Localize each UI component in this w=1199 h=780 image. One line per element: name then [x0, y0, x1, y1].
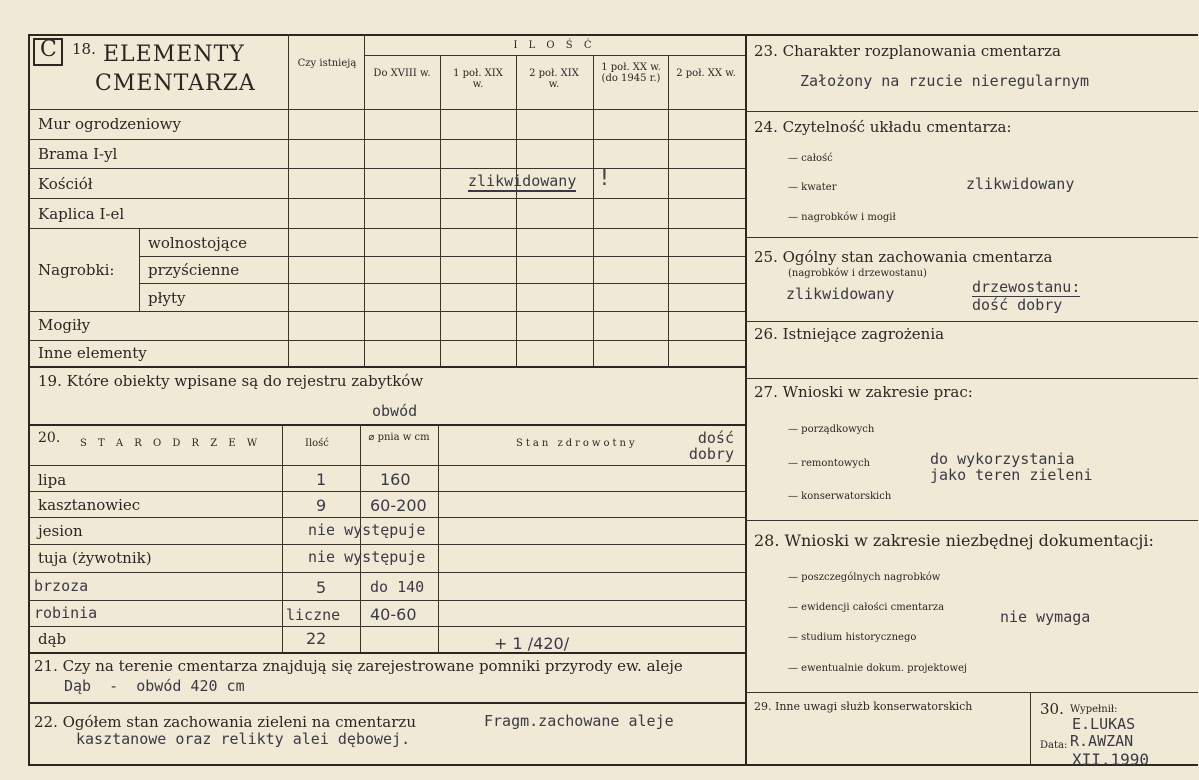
row-label: Kaplica I-el — [38, 205, 125, 223]
section-19-answer: obwód — [372, 402, 418, 420]
nagrobki-label: Nagrobki: — [38, 261, 115, 279]
section-30-date: XII.1990 — [1072, 750, 1150, 769]
section-25-answer-right-2: dość dobry — [972, 296, 1063, 314]
section-28-answer: nie wymaga — [1000, 608, 1091, 626]
section-20-number: 20. — [38, 430, 61, 446]
col-1pol-xix: 1 poł. XIX w. — [453, 68, 503, 90]
tree-name: brzoza — [34, 577, 89, 595]
section-27-question: 27. Wnioski w zakresie prac: — [754, 383, 973, 401]
col-2pol-xix: 2 poł. XIX w. — [529, 68, 579, 90]
tree-note: + 1 /420/ — [494, 634, 570, 653]
section-28-item: — ewentualnie dokum. projektowej — [788, 663, 968, 674]
section-24-item: — nagrobków i mogił — [788, 212, 896, 223]
section-24-item: — kwater — [788, 182, 837, 193]
section-25-answer-left: zlikwidowany — [786, 285, 895, 303]
tree-name: kasztanowiec — [38, 496, 141, 514]
section-28-item: — studium historycznego — [788, 632, 917, 643]
col-stan-zdrowotny: Stan zdrowotny — [516, 438, 638, 449]
tree-name: robinia — [34, 604, 98, 622]
tree-name: dąb — [38, 630, 67, 648]
row-label: Inne elementy — [38, 344, 147, 362]
section-24-question: 24. Czytelność układu cmentarza: — [754, 118, 1012, 136]
row-label: Kościół — [38, 175, 93, 193]
section-28-item: — ewidencji całości cmentarza — [788, 602, 945, 613]
section-22-answer-2: kasztanowe oraz relikty alei dębowej. — [76, 730, 411, 748]
tree-count: 9 — [316, 496, 327, 515]
tree-diam: do 140 — [370, 578, 425, 596]
section-27-item: — porządkowych — [788, 424, 875, 435]
row-label: Mur ogrodzeniowy — [38, 115, 181, 133]
nagrobki-sub: przyścienne — [148, 261, 240, 279]
section-27-item: — remontowych — [788, 458, 871, 469]
section-27-answer-2: jako teren zieleni — [930, 466, 1093, 484]
tree-count: 22 — [306, 629, 327, 648]
col-2pol-xx: 2 poł. XX w. — [676, 68, 736, 79]
section-22-answer-1: Fragm.zachowane aleje — [484, 712, 674, 730]
tree-merged: nie występuje — [308, 548, 426, 566]
section-18-title-line1: ELEMENTY — [103, 42, 245, 67]
section-21-question: 21. Czy na terenie cmentarza znajdują się zarejestrowane pomniki przyrody ew. aleje — [34, 657, 683, 675]
section-25-answer-right-1: drzewostanu: — [972, 278, 1081, 296]
section-28-question: 28. Wnioski w zakresie niezbędnej dokumentacji: — [754, 531, 1154, 550]
col-1pol-xx: 1 poł. XX w. (do 1945 r.) — [601, 62, 661, 84]
tree-count: liczne — [286, 606, 341, 624]
col-czy-istnieja: Czy istnieją — [297, 58, 357, 69]
tree-count: 1 — [316, 470, 327, 489]
tree-count: 5 — [316, 578, 327, 597]
section-24-answer: zlikwidowany — [966, 175, 1075, 193]
tree-merged: nie występuje — [308, 521, 426, 539]
nagrobki-sub: płyty — [148, 289, 186, 307]
section-30-data-label: Data: — [1040, 740, 1068, 751]
section-24-item: — całość — [788, 153, 833, 164]
section-25-sub: (nagrobków i drzewostanu) — [788, 268, 927, 279]
row-label: Brama I-yl — [38, 145, 118, 163]
section-28-item: — poszczególnych nagrobków — [788, 572, 941, 583]
tree-name: jesion — [38, 522, 83, 540]
nagrobki-sub: wolnostojące — [148, 234, 247, 252]
kosciol-exclamation: ! — [600, 166, 609, 191]
section-c-letter: C — [40, 37, 57, 62]
section-21-answer: Dąb - obwód 420 cm — [64, 677, 245, 695]
tree-diam: 40-60 — [370, 605, 417, 624]
section-27-answer-1: do wykorzystania — [930, 450, 1075, 468]
ilosc-header: I L O Ś Ć — [513, 40, 596, 51]
col-ilosc: Ilość — [305, 438, 329, 449]
section-18-title-line2: CMENTARZA — [95, 71, 256, 96]
section-26-question: 26. Istniejące zagrożenia — [754, 325, 945, 343]
section-29-label: 29. Inne uwagi służb konserwatorskich — [754, 700, 973, 713]
section-22-question: 22. Ogółem stan zachowania zieleni na cmentarzu — [34, 713, 416, 731]
col-pnia: ⌀ pnia w cm — [368, 432, 430, 443]
kosciol-note: zlikwidowany — [468, 172, 577, 190]
section-27-item: — konserwatorskich — [788, 491, 892, 502]
section-18-number: 18. — [72, 40, 96, 58]
col-do-xviii: Do XVIII w. — [373, 68, 431, 79]
section-30-number: 30. — [1040, 700, 1064, 718]
section-23-answer: Założony na rzucie nieregularnym — [800, 72, 1089, 90]
section-30-name-2: R.AWZAN — [1070, 732, 1134, 750]
tree-diam: 160 — [380, 470, 411, 489]
section-30-label: Wypełnił: — [1070, 704, 1118, 715]
starodrzew-header: S T A R O D R Z E W — [80, 438, 262, 449]
tree-name: tuja (żywotnik) — [38, 549, 152, 567]
section-23-question: 23. Charakter rozplanowania cmentarza — [754, 42, 1061, 60]
stan-zdrowotny-answer: dość dobry — [688, 429, 734, 463]
section-25-question: 25. Ogólny stan zachowania cmentarza — [754, 248, 1053, 266]
section-30-name-1: E.LUKAS — [1072, 715, 1136, 733]
tree-diam: 60-200 — [370, 496, 427, 515]
row-label: Mogiły — [38, 316, 91, 334]
tree-name: lipa — [38, 471, 67, 489]
section-19-question: 19. Które obiekty wpisane są do rejestru zabytków — [38, 372, 424, 390]
